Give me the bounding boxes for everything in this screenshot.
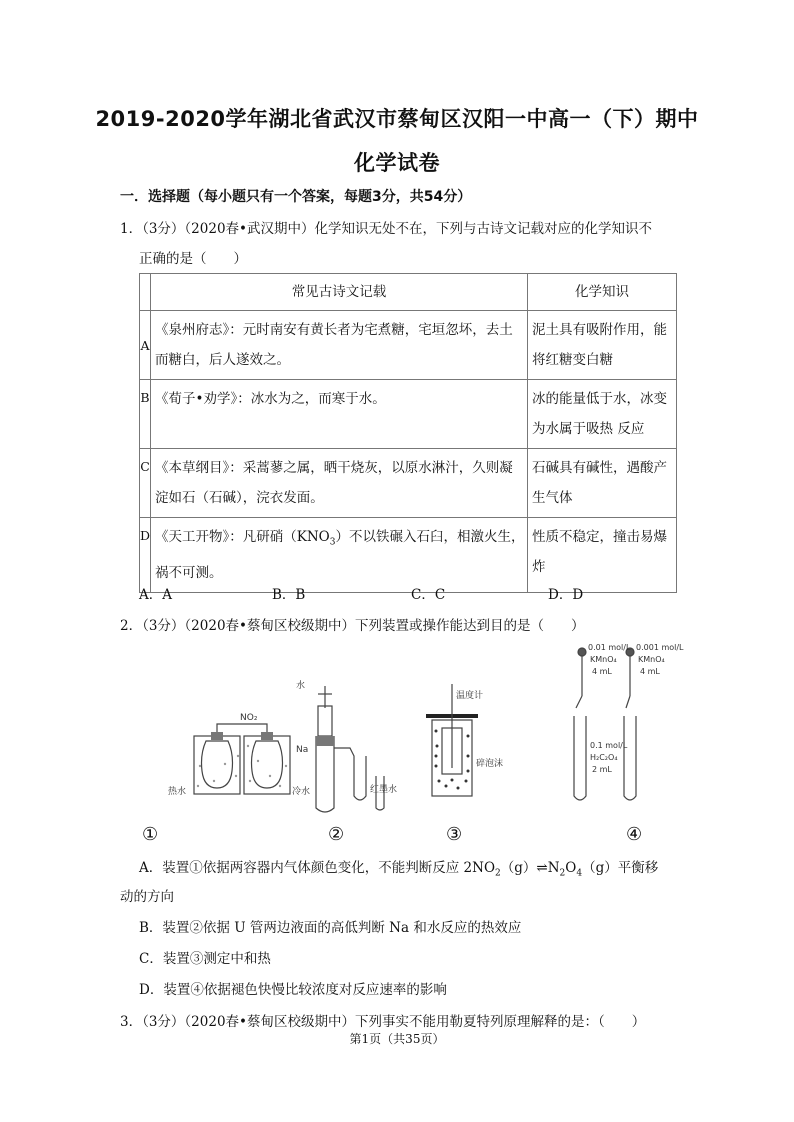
label-cold-water: 冷水 bbox=[292, 787, 311, 797]
device-number-2: ② bbox=[328, 824, 345, 845]
device-number-3: ③ bbox=[446, 824, 463, 845]
q2-option-a-line2: 动的方向 bbox=[120, 889, 174, 905]
q2-option-d[interactable]: D．装置④依据褪色快慢比较浓度对反应速率的影响 bbox=[139, 982, 447, 998]
sub-2: 2 bbox=[559, 868, 566, 879]
sub-2: 2 bbox=[495, 868, 501, 879]
row-label: A bbox=[140, 311, 151, 380]
label-water: 水 bbox=[296, 681, 306, 691]
row-record: 《本草纲目》：采蒿蓼之属，晒干烧灰，以原水淋汁，久则凝淀如石（石碱），浣衣发面。 bbox=[151, 449, 528, 518]
q1-option-a[interactable]: A．A bbox=[139, 587, 172, 603]
q2-option-a-pre: A．装置①依据两容器内气体颜色变化，不能判断反应 2NO bbox=[139, 860, 496, 876]
label-hot-water: 热水 bbox=[168, 787, 187, 797]
q2-apparatus-figure bbox=[130, 636, 684, 850]
label-kmno4-left-name: KMnO₄ bbox=[590, 655, 617, 664]
q2-option-a-mid1: （g）⇌N bbox=[500, 860, 560, 876]
row-label: C bbox=[140, 449, 151, 518]
row-record-sub: 3 bbox=[329, 537, 336, 548]
device-number-4: ④ bbox=[626, 824, 643, 845]
label-kmno4-right-name: KMnO₄ bbox=[638, 655, 665, 664]
label-thermometer: 温度计 bbox=[456, 691, 484, 701]
q2-stem: 2．（3分）（2020春•蔡甸区校级期中）下列装置或操作能达到目的是（ ） bbox=[120, 618, 585, 634]
row-knowledge: 泥土具有吸附作用，能将红糖变白糖 bbox=[528, 311, 677, 380]
row-record-post: ）不以铁碾入石臼，相激火生，祸不可测。 bbox=[155, 529, 525, 581]
page-title-line1: 2019-2020学年湖北省武汉市蔡甸区汉阳一中高一（下）期中 bbox=[95, 107, 699, 131]
label-foam: 碎泡沫 bbox=[476, 759, 504, 769]
table-row bbox=[140, 449, 677, 518]
q2-option-a-post: （g）平衡移 bbox=[582, 860, 659, 876]
device-1-no2-flasks bbox=[194, 724, 290, 794]
q1-stem-line1: 1．（3分）（2020春•武汉期中）化学知识无处不在，下列与古诗文记载对应的化学知识不 bbox=[120, 221, 652, 237]
q2-option-a-mid2: O bbox=[565, 860, 577, 876]
label-kmno4-right-vol: 4 mL bbox=[640, 667, 660, 676]
row-label: B bbox=[140, 380, 151, 449]
q2-option-c[interactable]: C．装置③测定中和热 bbox=[139, 951, 271, 967]
q1-option-c[interactable]: C．C bbox=[411, 587, 446, 603]
q2-option-b[interactable]: B．装置②依据 U 管两边液面的高低判断 Na 和水反应的热效应 bbox=[139, 920, 522, 936]
sub-4: 4 bbox=[576, 868, 583, 879]
q1-option-d[interactable]: D．D bbox=[548, 587, 584, 603]
table-row bbox=[140, 380, 677, 449]
row-knowledge: 石碱具有碱性，遇酸产生气体 bbox=[528, 449, 677, 518]
table-header-knowledge: 化学知识 bbox=[528, 274, 677, 311]
row-label: D bbox=[140, 518, 151, 593]
q2-option-a-line1[interactable] bbox=[139, 856, 658, 879]
table-row bbox=[140, 518, 677, 593]
label-na: Na bbox=[296, 745, 309, 755]
page-title-line2: 化学试卷 bbox=[354, 151, 440, 175]
q1-option-b[interactable]: B．B bbox=[272, 587, 306, 603]
label-kmno4-right-conc: 0.001 mol/L bbox=[636, 643, 684, 652]
section-heading: 一．选择题（每小题只有一个答案，每题3分，共54分） bbox=[120, 189, 472, 205]
row-record-pre: 《天工开物》：凡研硝（KNO bbox=[155, 529, 330, 545]
label-kmno4-left-conc: 0.01 mol/L bbox=[588, 643, 631, 652]
label-red-ink: 红墨水 bbox=[370, 785, 398, 795]
row-record: 《泉州府志》：元时南安有黄长者为宅煮糖，宅垣忽坏，去土而糖白，后人遂效之。 bbox=[151, 311, 528, 380]
label-h2c2o4-name: H₂C₂O₄ bbox=[590, 753, 618, 762]
label-kmno4-left-vol: 4 mL bbox=[592, 667, 612, 676]
q3-stem: 3．（3分）（2020春•蔡甸区校级期中）下列事实不能用勒夏特列原理解释的是：（ ） bbox=[120, 1014, 646, 1030]
row-knowledge: 性质不稳定，撞击易爆炸 bbox=[528, 518, 677, 593]
q1-table bbox=[139, 273, 677, 593]
table-header-label-cell bbox=[140, 274, 151, 311]
label-h2c2o4-vol: 2 mL bbox=[592, 765, 612, 774]
table-header-record: 常见古诗文记载 bbox=[151, 274, 528, 311]
q1-stem-line2: 正确的是（ ） bbox=[139, 251, 247, 267]
device-number-1: ① bbox=[142, 824, 159, 845]
row-record: 《荀子•劝学》：冰水为之，而寒于水。 bbox=[151, 380, 528, 449]
table-row bbox=[140, 311, 677, 380]
label-h2c2o4-conc: 0.1 mol/L bbox=[590, 741, 628, 750]
row-record bbox=[151, 518, 528, 593]
label-no2: NO₂ bbox=[240, 713, 258, 723]
page-footer: 第1页（共35页） bbox=[349, 1032, 445, 1046]
row-knowledge: 冰的能量低于水，冰变为水属于吸热 反应 bbox=[528, 380, 677, 449]
table-header-row bbox=[140, 274, 677, 311]
